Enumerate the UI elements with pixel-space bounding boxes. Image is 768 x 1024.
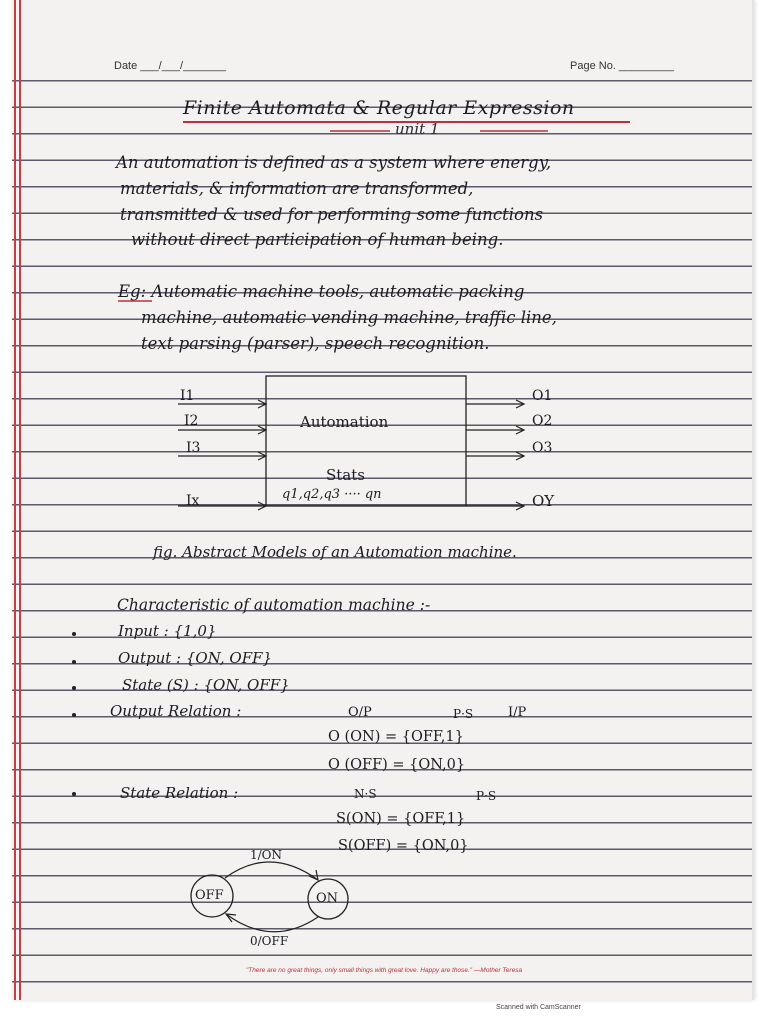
figure-caption: fig. Abstract Models of an Automation machine.: [153, 543, 517, 561]
output-relation-label: Output Relation :: [110, 702, 242, 720]
state-set: State (S) : {ON, OFF}: [122, 676, 290, 694]
input-set: Input : {1,0}: [118, 622, 217, 640]
output-label-y: OY: [532, 492, 555, 510]
state-relation-row-2: S(OFF) = {ON,0}: [338, 838, 469, 854]
state-relation-col-ns: N·S: [354, 787, 377, 801]
bullet-output: [72, 660, 76, 664]
bullet-state: [72, 686, 76, 690]
output-relation-col-op: O/P: [348, 705, 372, 720]
page-number-label: Page No. _________: [570, 60, 674, 72]
output-relation-col-ps: P·S: [453, 707, 474, 721]
output-relation-row-2: O (OFF) = {ON,0}: [328, 757, 466, 773]
page-title: Finite Automata & Regular Expression: [183, 97, 575, 119]
states-label: Stats: [326, 466, 365, 484]
date-label: Date ___/___/_______: [114, 60, 226, 72]
input-label-3: I3: [186, 440, 201, 456]
unit-subtitle: unit 1: [395, 120, 440, 138]
output-relation-row-1: O (ON) = {OFF,1}: [328, 729, 464, 745]
edge-label-bottom: 0/OFF: [250, 934, 289, 948]
output-label-3: O3: [532, 440, 553, 456]
definition-line-3: transmitted & used for performing some functions: [120, 205, 544, 224]
automation-box-label: Automation: [300, 413, 389, 431]
output-label-2: O2: [532, 413, 553, 429]
footer-quote: "There are no great things, only small things with great love. Happy are those." —Mother Teresa: [246, 967, 523, 974]
example-line-1: Eg: Automatic machine tools, automatic packing: [118, 282, 525, 301]
characteristics-heading: Characteristic of automation machine :-: [117, 596, 431, 614]
definition-line-2: materials, & information are transformed,: [120, 179, 474, 198]
input-label-1: I1: [180, 388, 195, 404]
example-line-2: machine, automatic vending machine, traffic line,: [141, 308, 557, 327]
definition-line-1: An automation is defined as a system where energy,: [116, 153, 552, 172]
input-label-x: Ix: [186, 493, 200, 509]
bullet-input: [72, 632, 76, 636]
example-line-3: text parsing (parser), speech recognition.: [141, 334, 490, 353]
input-label-2: I2: [184, 413, 199, 429]
state-off-label: OFF: [195, 888, 224, 903]
state-relation-col-ps: P·S: [476, 789, 497, 803]
bullet-output-relation: [72, 713, 76, 717]
definition-line-4: without direct participation of human being.: [131, 230, 504, 249]
state-relation-row-1: S(ON) = {OFF,1}: [336, 811, 466, 827]
scanner-watermark: Scanned with CamScanner: [496, 1004, 581, 1011]
states-list: q1,q2,q3 ···· qn: [282, 487, 382, 502]
bullet-state-relation: [72, 792, 76, 796]
state-on-label: ON: [316, 891, 339, 906]
edge-label-top: 1/ON: [250, 848, 283, 862]
output-label-1: O1: [532, 388, 553, 404]
output-set: Output : {ON, OFF}: [118, 649, 273, 667]
state-relation-label: State Relation :: [120, 784, 239, 802]
output-relation-col-ip: I/P: [508, 705, 527, 720]
